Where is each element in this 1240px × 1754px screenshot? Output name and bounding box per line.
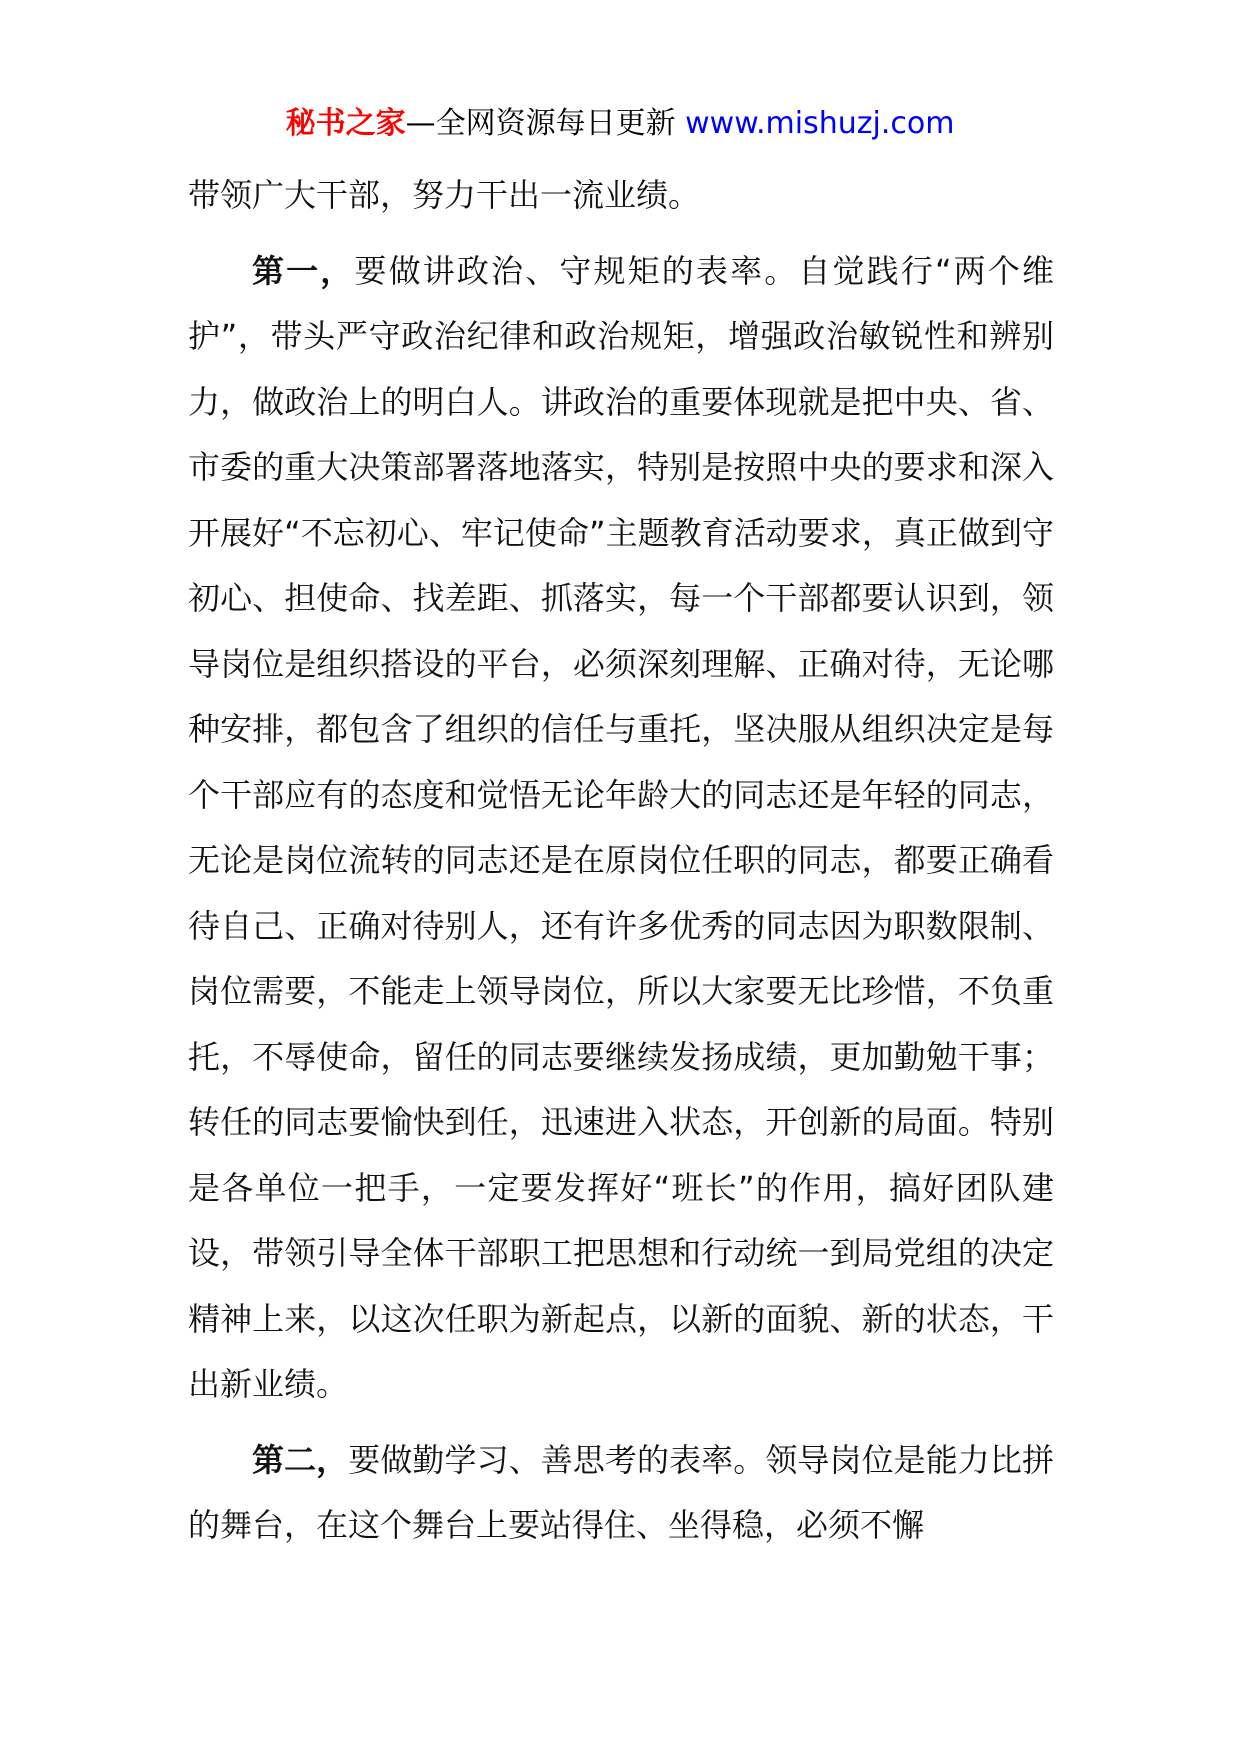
header-tagline: —全网资源每日更新: [405, 106, 686, 141]
paragraph-lead: 第二，: [252, 1440, 349, 1479]
paragraph-text: 要做勤学习、善思考的表率。领导岗位是能力比拼的舞台，在这个舞台上要站得住、坐得稳，必须不懈: [188, 1440, 1054, 1544]
document-body: [188, 163, 1054, 1559]
site-url-link[interactable]: www.mishuzj.com: [685, 106, 955, 141]
continuation-line: 带领广大干部，努力干出一流业绩。: [188, 176, 701, 214]
paragraph-second: [188, 1428, 1054, 1559]
brand-name: 秘书之家: [285, 106, 406, 141]
site-header: [0, 104, 1240, 144]
paragraph-first: [188, 239, 1054, 1418]
paragraph-lead: 第一，: [252, 251, 355, 290]
paragraph-text: 要做讲政治、守规矩的表率。自觉践行“两个维护”，带头严守政治纪律和政治规矩，增强政治敏锐性和辨别力，做政治上的明白人。讲政治的重要体现就是把中央、省、市委的重大决策部署落地落实，特别是按照中央的要求和深入开展好“不忘初心、牢记使命”主题教育活动要求，真正做到守初心、担使命、找差距、抓落实，每一个干部都要认识到，领导岗位是组织搭设的平台，必须深刻理解、正确对待，无论哪种安排，都包含了组织的信任与重托，坚决服从组织决定是每个干部应有的态度和觉悟无论年龄大的同志还是年轻的同志，无论是岗位流转的同志还是在原岗位任职的同志，都要正确看待自己、正确对待别人，还有许多优秀的同志因为职数限制、岗位需要，不能走上领导岗位，所以大家要无比珍惜，不负重托，不辱使命，留任的同志要继续发扬成绩，更加勤勉干事；转任的同志要愉快到任，迅速进入状态，开创新的局面。特别是各单位一把手，一定要发挥好“班长”的作用，搞好团队建设，带领引导全体干部职工把思想和行动统一到局党组的决定精神上来，以这次任职为新起点，以新的面貌、新的状态，干出新业绩。: [188, 251, 1054, 1403]
